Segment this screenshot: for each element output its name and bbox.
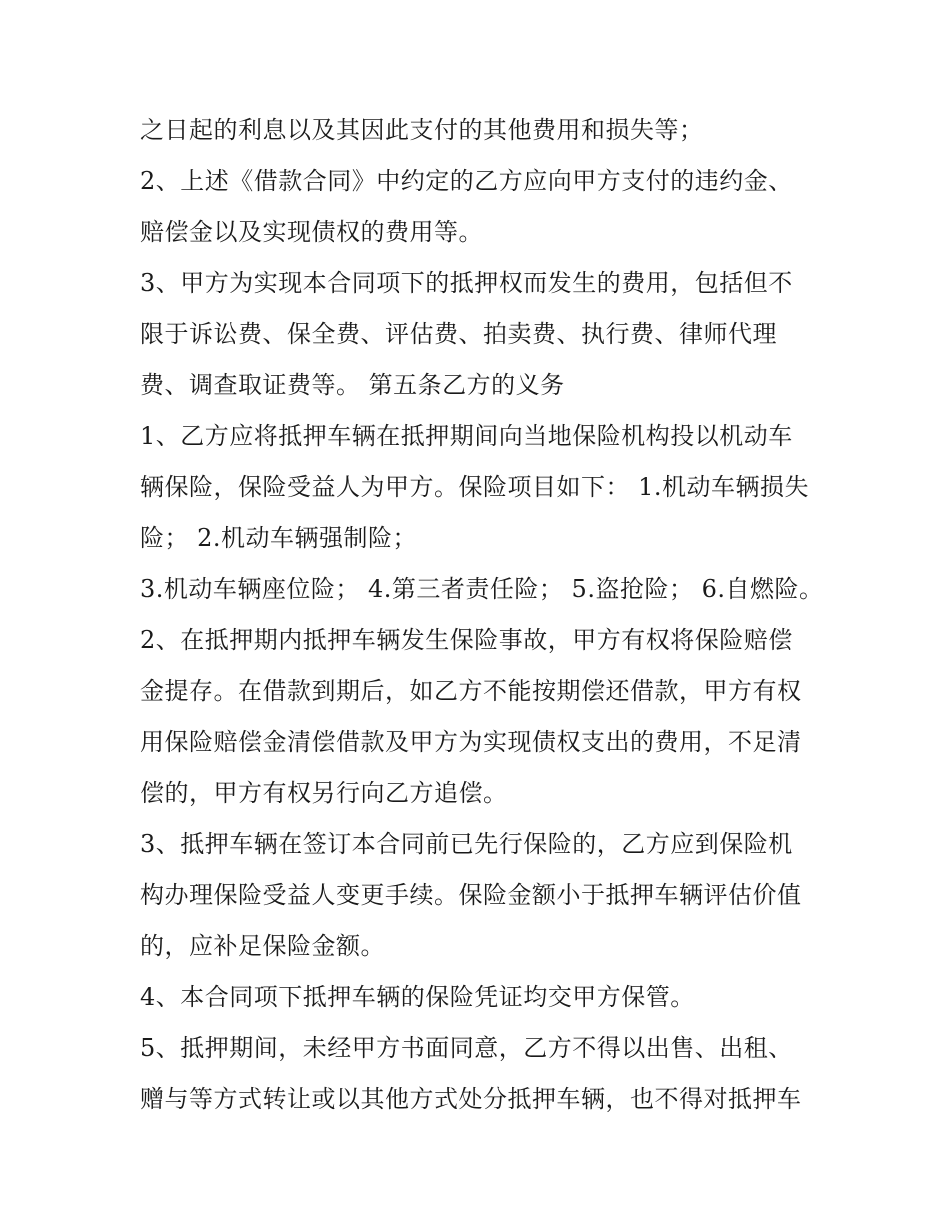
text-line: 的，应补足保险金额。 [140,932,385,960]
text-line: 4、本合同项下抵押车辆的保险凭证均交甲方保管。 [140,983,695,1011]
text-line: 3、抵押车辆在签订本合同前已先行保险的，乙方应到保险机 [140,830,793,858]
text-line: 偿的，甲方有权另行向乙方追偿。 [140,779,508,807]
text-line: 构办理保险受益人变更手续。保险金额小于抵押车辆评估价值 [140,881,802,909]
document-text [140,110,830,1130]
text-line: 5、抵押期间，未经甲方书面同意，乙方不得以出售、出租、 [140,1034,793,1062]
text-line: 限于诉讼费、保全费、评估费、拍卖费、执行费、律师代理 [140,320,777,348]
text-line: 2、上述《借款合同》中约定的乙方应向甲方支付的违约金、 [140,167,793,195]
text-line: 2、在抵押期内抵押车辆发生保险事故，甲方有权将保险赔偿 [140,626,793,654]
text-line: 赠与等方式转让或以其他方式处分抵押车辆，也不得对抵押车 [140,1085,802,1113]
text-line: 金提存。在借款到期后，如乙方不能按期偿还借款，甲方有权 [140,677,802,705]
text-line: 费、调查取证费等。 第五条乙方的义务 [140,371,565,399]
text-line: 赔偿金以及实现债权的费用等。 [140,218,483,246]
text-line: 3、甲方为实现本合同项下的抵押权而发生的费用，包括但不 [140,269,793,297]
text-line: 辆保险，保险受益人为甲方。保险项目如下： 1.机动车辆损失 [140,473,810,501]
text-line: 用保险赔偿金清偿借款及甲方为实现债权支出的费用，不足清 [140,728,802,756]
text-line: 险； 2.机动车辆强制险； [140,524,418,552]
text-line: 之日起的利息以及其因此支付的其他费用和损失等； [140,116,704,144]
text-line: 1、乙方应将抵押车辆在抵押期间向当地保险机构投以机动车 [140,422,793,450]
text-line: 3.机动车辆座位险； 4.第三者责任险； 5.盗抢险； 6.自燃险。 [140,575,824,603]
